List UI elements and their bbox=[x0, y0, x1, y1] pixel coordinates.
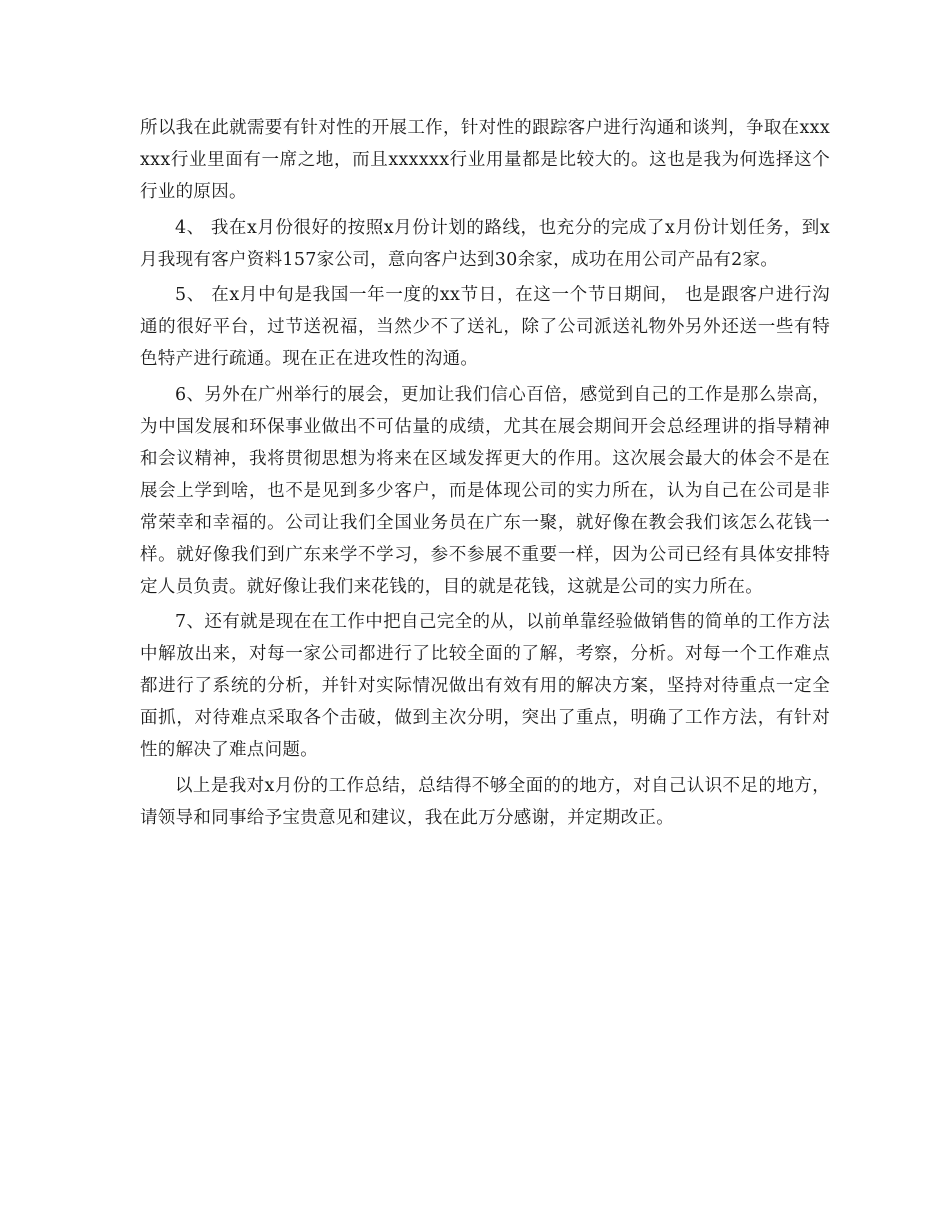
paragraph-item-6: 6、另外在广州举行的展会，更加让我们信心百倍，感觉到自己的工作是那么崇高，为中国发展和环保事业做出不可估量的成绩，尤其在展会期间开会总经理讲的指导精神和会议精神，我将贯彻思想为将来在区域发挥更大的作用。这次展会最大的体会不是在展会上学到啥，也不是见到多少客户，而是体现公司的实力所在，认为自己在公司是非常荣幸和幸福的。公司让我们全国业务员在广东一聚，就好像在教会我们该怎么花钱一样。就好像我们到广东来学不学习，参不参展不重要一样，因为公司已经有具体安排特定人员负责。就好像让我们来花钱的，目的就是花钱，这就是公司的实力所在。 bbox=[140, 384, 830, 597]
document-body bbox=[140, 112, 830, 837]
paragraph-item-7: 7、还有就是现在在工作中把自己完全的从，以前单靠经验做销售的简单的工作方法中解放出来，对每一家公司都进行了比较全面的了解，考察，分析。对每一个工作难点都进行了系统的分析，并针对实际情况做出有效有用的解决方案，坚持对待重点一定全面抓，对待难点采取各个击破，做到主次分明，突出了重点，明确了工作方法，有针对性的解决了难点问题。 bbox=[140, 612, 830, 760]
paragraph-item-4: 4、 我在x月份很好的按照x月份计划的路线，也充分的完成了x月份计划任务，到x月我现有客户资料157家公司，意向客户达到30余家，成功在用公司产品有2家。 bbox=[140, 217, 830, 270]
paragraph-item-5: 5、 在x月中旬是我国一年一度的xx节日，在这一个节日期间， 也是跟客户进行沟通的很好平台，过节送祝福，当然少不了送礼，除了公司派送礼物外另外还送一些有特色特产进行疏通。现在正在进攻性的沟通。 bbox=[140, 285, 830, 369]
paragraph-continuation: 所以我在此就需要有针对性的开展工作，针对性的跟踪客户进行沟通和谈判，争取在xxxxxx行业里面有一席之地，而且xxxxxx行业用量都是比较大的。这也是我为何选择这个行业的原因。 bbox=[140, 118, 830, 202]
paragraph-conclusion: 以上是我对x月份的工作总结，总结得不够全面的的地方，对自己认识不足的地方，请领导和同事给予宝贵意见和建议，我在此万分感谢，并定期改正。 bbox=[140, 775, 830, 828]
